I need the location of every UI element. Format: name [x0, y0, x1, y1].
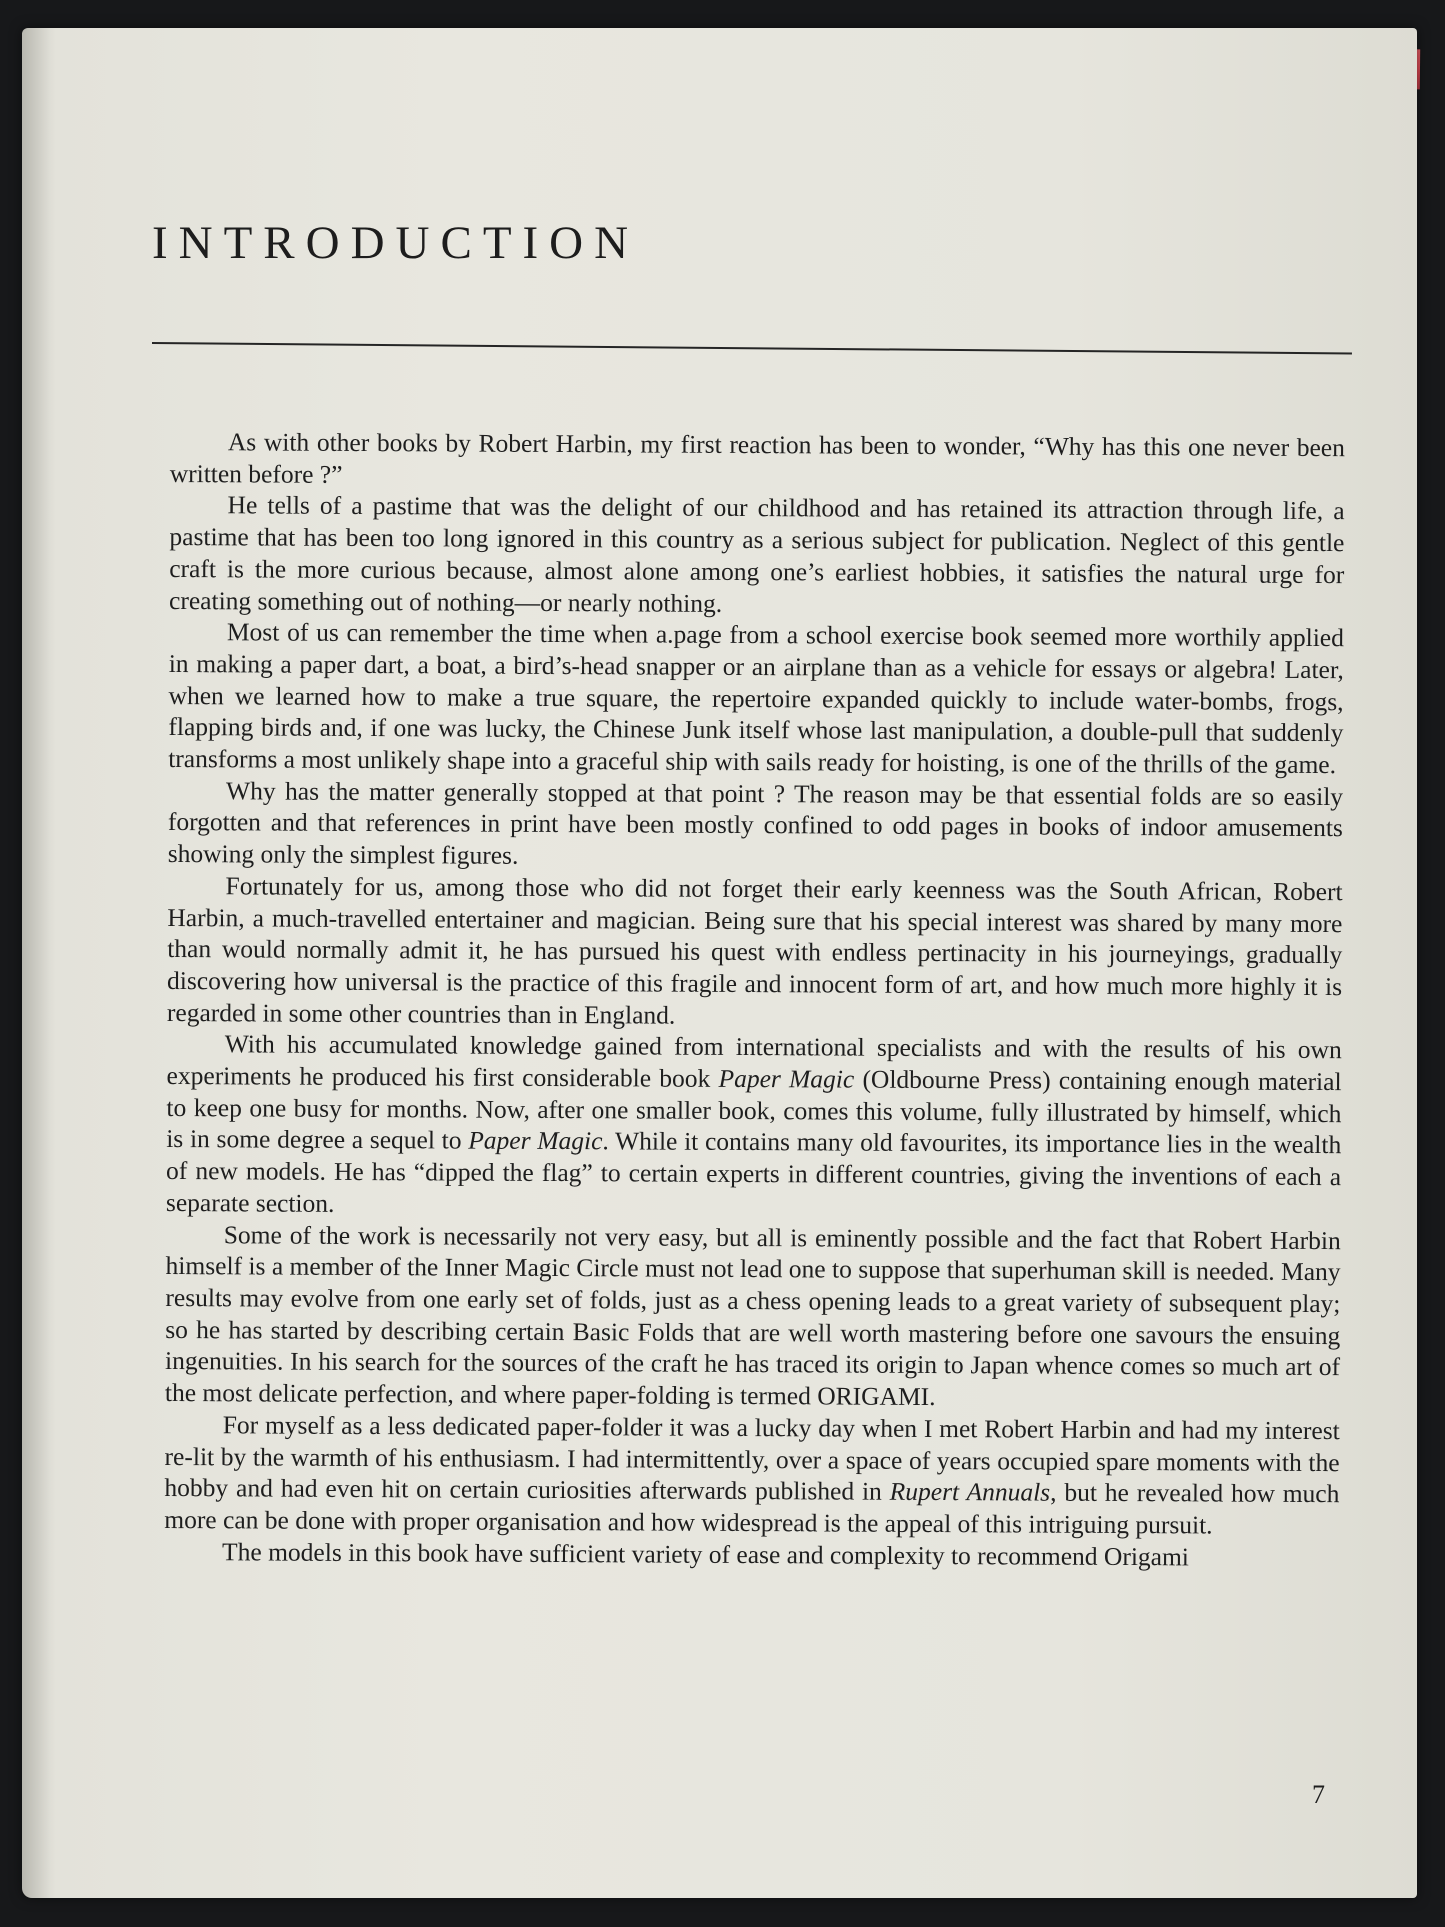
book-title: Rupert Annuals	[889, 1476, 1051, 1507]
page-heading: INTRODUCTION	[152, 217, 640, 269]
paragraph: Some of the work is necessarily not very easy, but all is eminently possible and the fact that Robert Harbin himself is a member of the Inner Magic Circle must not lead one to suppose that superhuman skill is needed. Many results may evolve from one early set of folds, just as a chess opening leads to a great variety of subsequent play; so he has started by describing certain Basic Folds that are well worth mastering before one savours the ensuing ingenuities. In his search for the sources of the craft he has traced its origin to Japan whence comes so much art of the most delicate perfection, and where paper-folding is termed ORIGAMI.	[164, 1219, 1341, 1412]
paragraph: Most of us can remember the time when a.page from a school exercise book seemed more worthily applied in making a paper dart, a boat, a bird’s-head snapper or an airplane than as a vehicle for essays or algebra! Later, when we learned how to make a true square, the repertoire expanded quickly to include water-bombs, frogs, flapping birds and, if one was lucky, the Chinese Junk itself whose last manipulation, a double-pull that suddenly transforms a most unlikely shape into a graceful ship with sails ready for hoisting, is one of the thrills of the game.	[168, 617, 1344, 780]
body-text	[164, 426, 1345, 1573]
paragraph: With his accumulated knowledge gained from international specialists and with the results of his own experiments he produced his first considerable book Paper Magic (Oldbourne Press) containing enough material to keep one busy for months. Now, after one smaller book, comes this volume, fully illustrated by himself, which is in some degree a sequel to Paper Magic. While it contains many old favourites, its importance lies in the wealth of new models. He has “dipped the flag” to certain experts in different countries, giving the inventions of each a separate section.	[165, 1029, 1342, 1218]
paragraph: He tells of a pastime that was the delight of our childhood and has retained its attraction through life, a pastime that has been too long ignored in this country as a serious subject for publication. Neglect of this gentle craft is the more curious because, almost alone among one’s earliest hobbies, it satisfies the natural urge for creating something out of nothing—or nearly nothing.	[169, 490, 1345, 618]
book-page	[22, 28, 1417, 1898]
paragraph: As with other books by Robert Harbin, my first reaction has been to wonder, “Why has this one never been written before ?”	[169, 427, 1345, 489]
paragraph: For myself as a less dedicated paper-folder it was a lucky day when I met Robert Harbin and had my interest re-lit by the warmth of his enthusiasm. I had intermittently, over a space of years occupied spare moments with the hobby and had even hit on certain curiosities afterwards published in Rupert Annuals, but he revealed how much more can be done with proper organisation and how widespread is the appeal of this intriguing pursuit.	[164, 1410, 1340, 1540]
book-title: Paper Magic	[718, 1063, 855, 1094]
paragraph: Fortunately for us, among those who did not forget their early keenness was the South African, Robert Harbin, a much-travelled entertainer and magician. Being sure that his special interest was shared by many more than would normally admit it, he has pursued his quest with endless pertinacity in his journeyings, gradually discovering how universal is the practice of this fragile and innocent form of art, and how much more highly it is regarded in some other countries than in England.	[166, 871, 1343, 1030]
page-number: 7	[1312, 1780, 1325, 1809]
heading-rule	[152, 342, 1352, 354]
book-title: Paper Magic	[468, 1126, 603, 1156]
paragraph: Why has the matter generally stopped at that point ? The reason may be that essential folds are so easily forgotten and that references in print have been mostly confined to odd pages in books of indoor amusements showing only the simplest figures.	[167, 776, 1344, 870]
spine-shadow	[22, 28, 56, 1898]
paragraph: The models in this book have sufficient variety of ease and complexity to recommend Origami	[222, 1536, 1190, 1571]
